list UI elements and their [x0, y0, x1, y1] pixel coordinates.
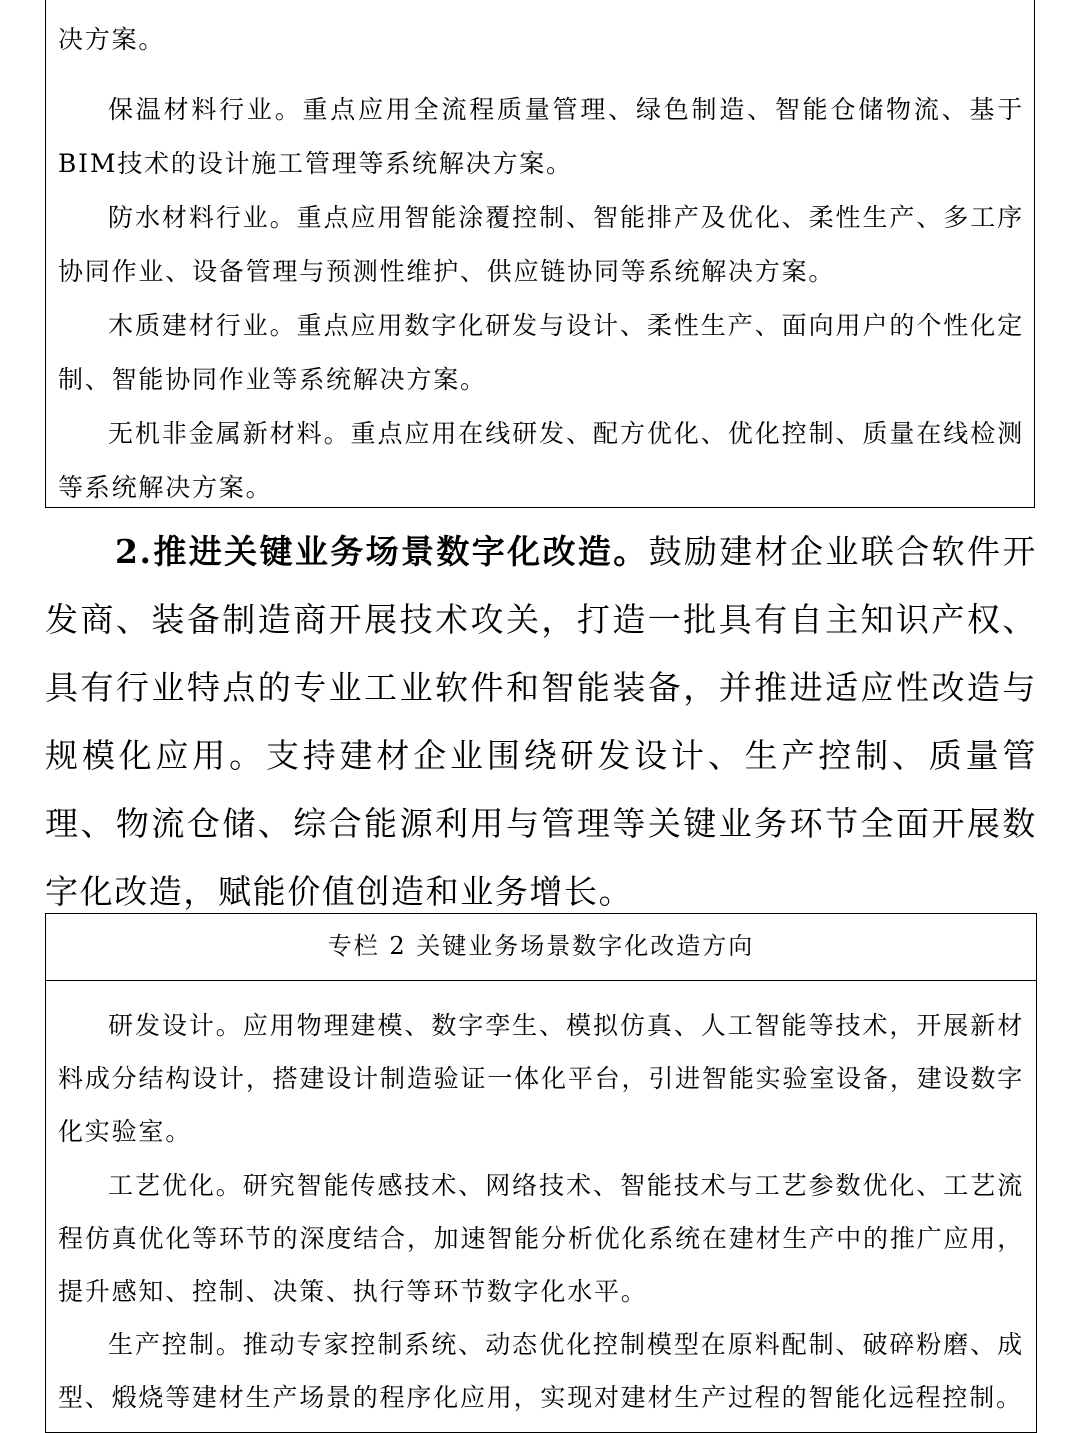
continuation-text: 决方案。	[58, 25, 166, 54]
column-box-title: 专栏 2 关键业务场景数字化改造方向	[46, 914, 1036, 981]
column-box-2	[45, 913, 1037, 1433]
item-process-optimization: 工艺优化。研究智能传感技术、网络技术、智能技术与工艺参数优化、工艺流程仿真优化等环节的深度结合，加速智能分析优化系统在建材生产中的推广应用，提升感知、控制、决策、执行等环节数字化水平。	[58, 1171, 1024, 1306]
item-rd-design: 研发设计。应用物理建模、数字孪生、模拟仿真、人工智能等技术，开展新材料成分结构设计，搭建设计制造验证一体化平台，引进智能实验室设备，建设数字化实验室。	[58, 1011, 1024, 1146]
section-2-paragraph	[45, 518, 1037, 926]
item-waterproof-materials: 防水材料行业。重点应用智能涂覆控制、智能排产及优化、柔性生产、多工序协同作业、设备管理与预测性维护、供应链协同等系统解决方案。	[58, 203, 1024, 286]
section-2-body: 鼓励建材企业联合软件开发商、装备制造商开展技术攻关，打造一批具有自主知识产权、具有行业特点的专业工业软件和智能装备，并推进适应性改造与规模化应用。支持建材企业围绕研发设计、生产控制、质量管理、物流仓储、综合能源利用与管理等关键业务环节全面开展数字化改造，赋能价值创造和业务增长。	[45, 532, 1037, 911]
item-inorganic-nonmetal-materials: 无机非金属新材料。重点应用在线研发、配方优化、优化控制、质量在线检测等系统解决方案。	[58, 419, 1024, 502]
item-production-control: 生产控制。推动专家控制系统、动态优化控制模型在原料配制、破碎粉磨、成型、煅烧等建材生产场景的程序化应用，实现对建材生产过程的智能化远程控制。	[58, 1330, 1024, 1412]
section-2-heading: 2.推进关键业务场景数字化改造。	[115, 532, 649, 571]
item-wood-building-materials: 木质建材行业。重点应用数字化研发与设计、柔性生产、面向用户的个性化定制、智能协同作业等系统解决方案。	[58, 311, 1024, 394]
column-box-industry-solutions	[45, 0, 1035, 508]
item-insulation-materials: 保温材料行业。重点应用全流程质量管理、绿色制造、智能仓储物流、基于BIM技术的设计施工管理等系统解决方案。	[58, 95, 1024, 178]
